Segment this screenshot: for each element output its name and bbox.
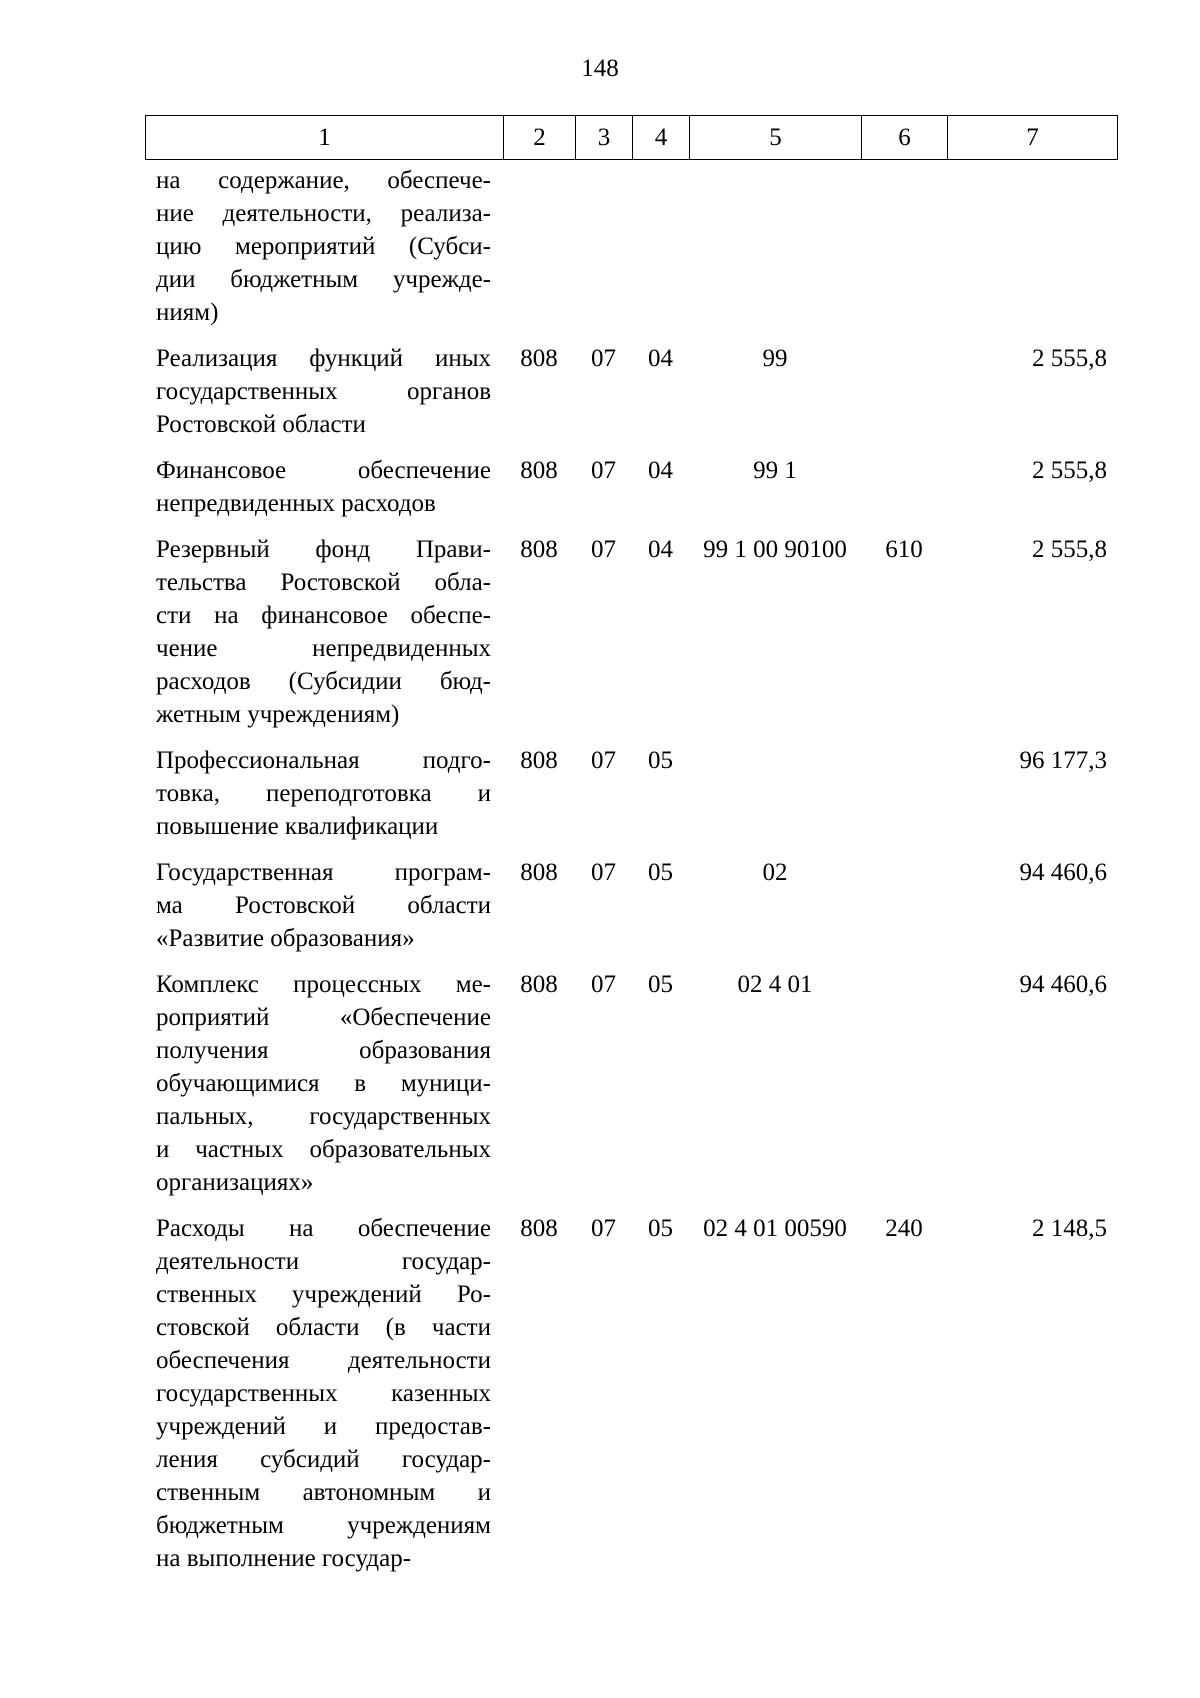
description-line: Резервный фонд Прави- <box>156 536 491 563</box>
row-amount: 2 555,8 <box>1032 536 1107 563</box>
description-line: тельства Ростовской обла- <box>156 569 491 596</box>
description-line: получения образования <box>156 1037 491 1064</box>
row-target-code: 02 4 01 00590 <box>703 1215 847 1242</box>
description-line: Государственная програм- <box>156 859 491 886</box>
table-row <box>145 1212 1117 1575</box>
row-target-code: 99 1 <box>753 457 797 484</box>
table-row <box>145 968 1117 1199</box>
description-line: организациях» <box>156 1169 314 1196</box>
row-section-code: 07 <box>591 747 616 774</box>
header-col-6: 6 <box>862 116 948 160</box>
description-line: дии бюджетным учрежде- <box>156 266 491 293</box>
row-amount: 96 177,3 <box>1019 747 1107 774</box>
table-row <box>145 164 1117 329</box>
description-line: бюджетным учреждениям <box>156 1512 491 1539</box>
row-subsection-code: 05 <box>648 859 673 886</box>
row-section-code: 07 <box>591 457 616 484</box>
row-description <box>145 533 503 731</box>
row-section-code: 07 <box>591 1215 616 1242</box>
row-ministry-code: 808 <box>520 536 558 563</box>
table-row <box>145 342 1117 441</box>
description-line: Комплекс процессных ме- <box>156 971 491 998</box>
page-number: 148 <box>581 55 619 82</box>
row-section-code: 07 <box>591 536 616 563</box>
header-col-1: 1 <box>146 116 504 160</box>
description-line: на выполнение государ- <box>156 1545 412 1572</box>
description-line: чение непредвиденных <box>156 635 491 662</box>
description-line: на содержание, обеспече- <box>156 167 491 194</box>
row-section-code: 07 <box>591 971 616 998</box>
table-body <box>145 164 1117 1588</box>
description-line: Финансовое обеспечение <box>156 457 491 484</box>
row-expense-type: 240 <box>885 1215 923 1242</box>
table-row <box>145 533 1117 731</box>
row-subsection-code: 04 <box>648 457 673 484</box>
description-line: «Развитие образования» <box>156 925 415 952</box>
row-subsection-code: 04 <box>648 345 673 372</box>
description-line: Профессиональная подго- <box>156 747 491 774</box>
description-line: ственных учреждений Ро- <box>156 1281 491 1308</box>
header-col-5: 5 <box>690 116 862 160</box>
header-col-3: 3 <box>576 116 633 160</box>
description-line: роприятий «Обеспечение <box>156 1004 491 1031</box>
row-target-code: 02 4 01 <box>737 971 813 998</box>
row-ministry-code: 808 <box>520 971 558 998</box>
row-ministry-code: 808 <box>520 457 558 484</box>
row-amount: 2 555,8 <box>1032 345 1107 372</box>
description-line: ственным автономным и <box>156 1479 491 1506</box>
description-line: пальных, государственных <box>156 1103 491 1130</box>
row-amount: 94 460,6 <box>1019 859 1107 886</box>
description-line: ние деятельности, реализа- <box>156 200 491 227</box>
row-ministry-code: 808 <box>520 859 558 886</box>
description-line: Ростовской области <box>156 411 366 438</box>
description-line: товка, переподготовка и <box>156 780 491 807</box>
description-line: расходов (Субсидии бюд- <box>156 668 491 695</box>
row-ministry-code: 808 <box>520 747 558 774</box>
description-line: Реализация функций иных <box>156 345 491 372</box>
description-line: сти на финансовое обеспе- <box>156 602 491 629</box>
header-col-7: 7 <box>948 116 1118 160</box>
description-line: цию мероприятий (Субси- <box>156 233 491 260</box>
row-target-code: 99 <box>762 345 788 372</box>
description-line: государственных органов <box>156 378 491 405</box>
description-line: учреждений и предостав- <box>156 1413 491 1440</box>
row-section-code: 07 <box>591 859 616 886</box>
description-line: Расходы на обеспечение <box>156 1215 491 1242</box>
description-line: и частных образовательных <box>156 1136 491 1163</box>
table-row <box>145 856 1117 955</box>
description-line: непредвиденных расходов <box>156 490 436 517</box>
description-line: обеспечения деятельности <box>156 1347 491 1374</box>
row-amount: 94 460,6 <box>1019 971 1107 998</box>
row-expense-type: 610 <box>885 536 923 563</box>
description-line: ления субсидий государ- <box>156 1446 491 1473</box>
description-line: государственных казенных <box>156 1380 491 1407</box>
description-line: ма Ростовской области <box>156 892 491 919</box>
row-description <box>145 164 503 329</box>
row-amount: 2 555,8 <box>1032 457 1107 484</box>
description-line: обучающимися в муници- <box>156 1070 491 1097</box>
row-ministry-code: 808 <box>520 1215 558 1242</box>
row-target-code: 02 <box>762 859 788 886</box>
description-line: жетным учреждениям) <box>156 701 400 728</box>
row-description <box>145 342 503 441</box>
row-amount: 2 148,5 <box>1032 1215 1107 1242</box>
row-subsection-code: 05 <box>648 1215 673 1242</box>
table-row <box>145 454 1117 520</box>
row-description <box>145 968 503 1199</box>
description-line: повышение квалификации <box>156 813 439 840</box>
row-description <box>145 1212 503 1575</box>
row-ministry-code: 808 <box>520 345 558 372</box>
row-target-code: 99 1 00 90100 <box>703 536 847 563</box>
row-subsection-code: 05 <box>648 971 673 998</box>
table-header <box>145 115 1118 160</box>
row-description <box>145 856 503 955</box>
row-subsection-code: 05 <box>648 747 673 774</box>
row-section-code: 07 <box>591 345 616 372</box>
description-line: стовской области (в части <box>156 1314 491 1341</box>
description-line: деятельности государ- <box>156 1248 491 1275</box>
table-row <box>145 744 1117 843</box>
header-col-4: 4 <box>633 116 690 160</box>
header-col-2: 2 <box>504 116 576 160</box>
row-description <box>145 744 503 843</box>
row-description <box>145 454 503 520</box>
row-subsection-code: 04 <box>648 536 673 563</box>
description-line: ниям) <box>156 299 219 326</box>
